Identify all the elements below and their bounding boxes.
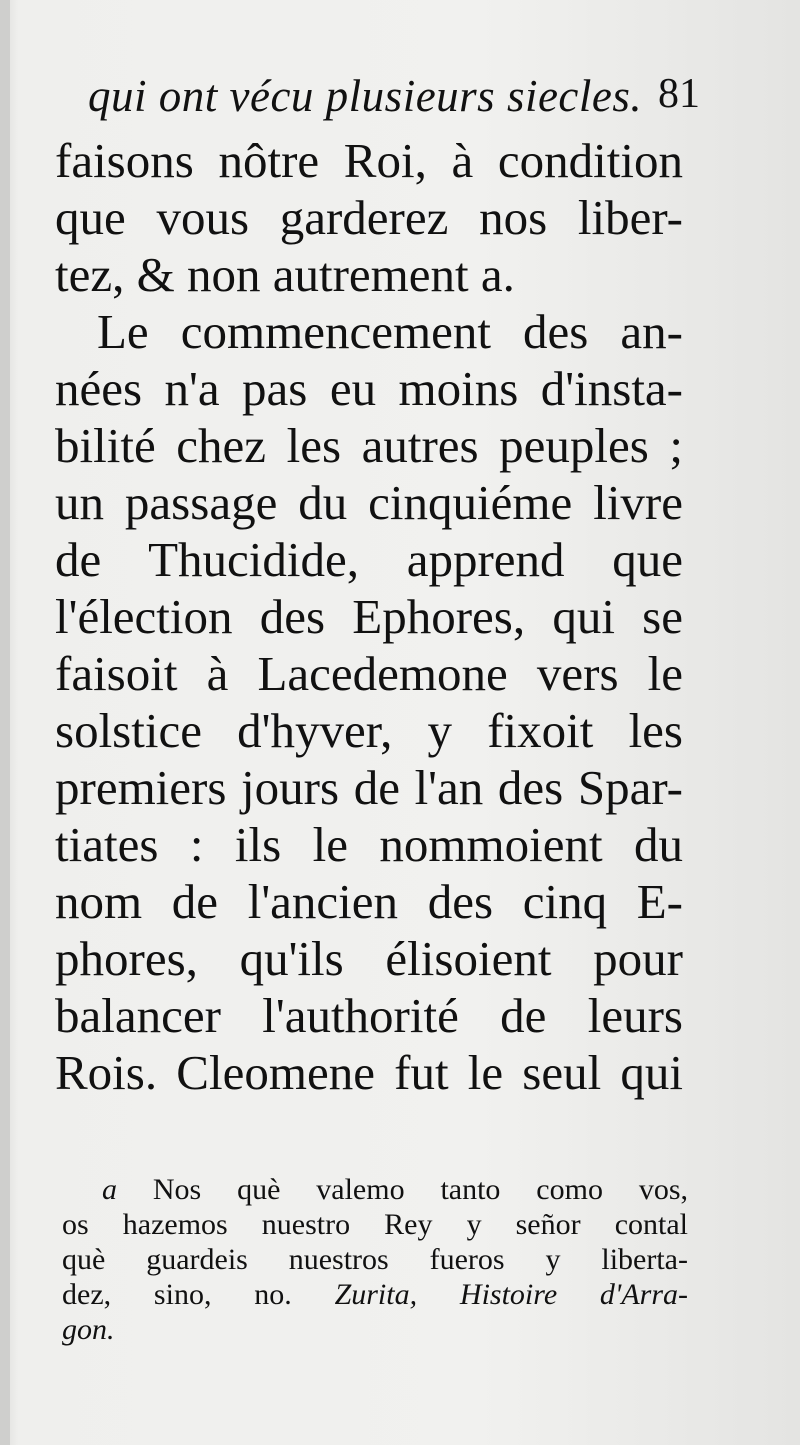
text-line: nées n'a pas eu moins d'insta- bbox=[55, 361, 683, 416]
text-line: balancer l'authorité de leurs bbox=[55, 988, 683, 1043]
footnote-marker: a bbox=[102, 1173, 117, 1206]
text-line: que vous garderez nos liber- bbox=[55, 190, 683, 245]
text-line: bilité chez les autres peuples ; bbox=[55, 418, 683, 473]
footnote-text: Nos què valemo tanto como vos, bbox=[152, 1173, 688, 1206]
main-text bbox=[55, 132, 683, 1101]
footnote-line bbox=[62, 1277, 688, 1312]
text-line: nom de l'ancien des cinq E- bbox=[55, 874, 683, 929]
text-line: l'élection des Ephores, qui se bbox=[55, 589, 683, 644]
footnote-line: os hazemos nuestro Rey y señor contal bbox=[62, 1208, 688, 1241]
text-line: phores, qu'ils élisoient pour bbox=[55, 931, 683, 986]
text-line: de Thucidide, apprend que bbox=[55, 532, 683, 587]
text-line: faisoit à Lacedemone vers le bbox=[55, 646, 683, 701]
running-head-title: qui ont vécu plusieurs siecles. bbox=[88, 71, 643, 121]
footnote-citation-work: Histoire d'Arra- bbox=[459, 1278, 689, 1311]
text-line: Le commencement des an- bbox=[97, 304, 683, 359]
text-line: tiates : ils le nommoient du bbox=[55, 817, 683, 872]
text-line: faisons nôtre Roi, à condition bbox=[55, 133, 683, 188]
page-number: 81 bbox=[658, 71, 700, 117]
footnote-citation-end: gon. bbox=[62, 1313, 115, 1346]
running-head bbox=[88, 70, 700, 130]
text-line: tez, & non autrement a. bbox=[55, 247, 515, 302]
footnote-line bbox=[62, 1172, 688, 1207]
footnote-citation-author: Zurita, bbox=[334, 1278, 418, 1311]
footnote bbox=[62, 1172, 688, 1347]
footnote-text: dez, sino, no. bbox=[62, 1278, 292, 1311]
text-line: un passage du cinquiéme livre bbox=[55, 475, 683, 530]
text-line: Rois. Cleomene fut le seul qui bbox=[55, 1045, 683, 1100]
text-line: solstice d'hyver, y fixoit les bbox=[55, 703, 683, 758]
text-line: premiers jours de l'an des Spar- bbox=[55, 760, 683, 815]
footnote-line: què guardeis nuestros fueros y liberta- bbox=[62, 1243, 688, 1276]
